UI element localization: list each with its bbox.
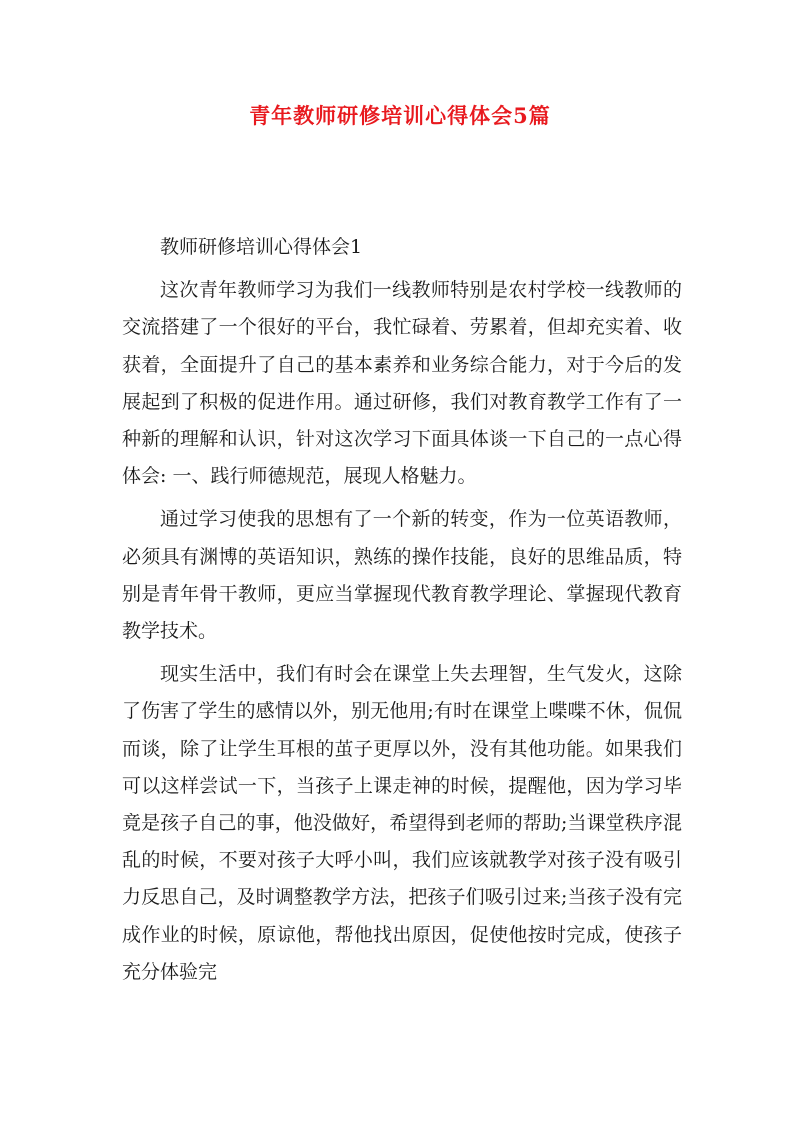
paragraph-3: 现实生活中，我们有时会在课堂上失去理智，生气发火，这除了伤害了学生的感情以外，别无他用;有时在课堂上喋喋不休，侃侃而谈，除了让学生耳根的茧子更厚以外，没有其他功能。如果我们可以这样尝试一下，当孩子上课走神的时候，提醒他，因为学习毕竟是孩子自己的事，他没做好，希望得到老师的帮助;当课堂秩序混乱的时候，不要对孩子大呼小叫，我们应该就教学对孩子没有吸引力反思自己，及时调整教学方法，把孩子们吸引过来;当孩子没有完成作业的时候，原谅他，帮他找出原因，促使他按时完成，使孩子充分体验完 — [122, 663, 682, 983]
document-title: 青年教师研修培训心得体会5篇 — [249, 103, 551, 128]
paragraph-2: 通过学习使我的思想有了一个新的转变，作为一位英语教师，必须具有渊博的英语知识，熟练的操作技能，良好的思维品质，特别是青年骨干教师，更应当掌握现代教育教学理论、掌握现代教育教学技术。 — [122, 508, 682, 643]
document-body — [122, 229, 682, 997]
section-heading: 教师研修培训心得体会1 — [160, 236, 363, 258]
paragraph-1: 这次青年教师学习为我们一线教师特别是农村学校一线教师的交流搭建了一个很好的平台，我忙碌着、劳累着，但却充实着、收获着，全面提升了自己的基本素养和业务综合能力，对于今后的发展起到了积极的促进作用。通过研修，我们对教育教学工作有了一种新的理解和认识，针对这次学习下面具体谈一下自己的一点心得体会: 一、践行师德规范，展现人格魅力。 — [122, 279, 682, 488]
